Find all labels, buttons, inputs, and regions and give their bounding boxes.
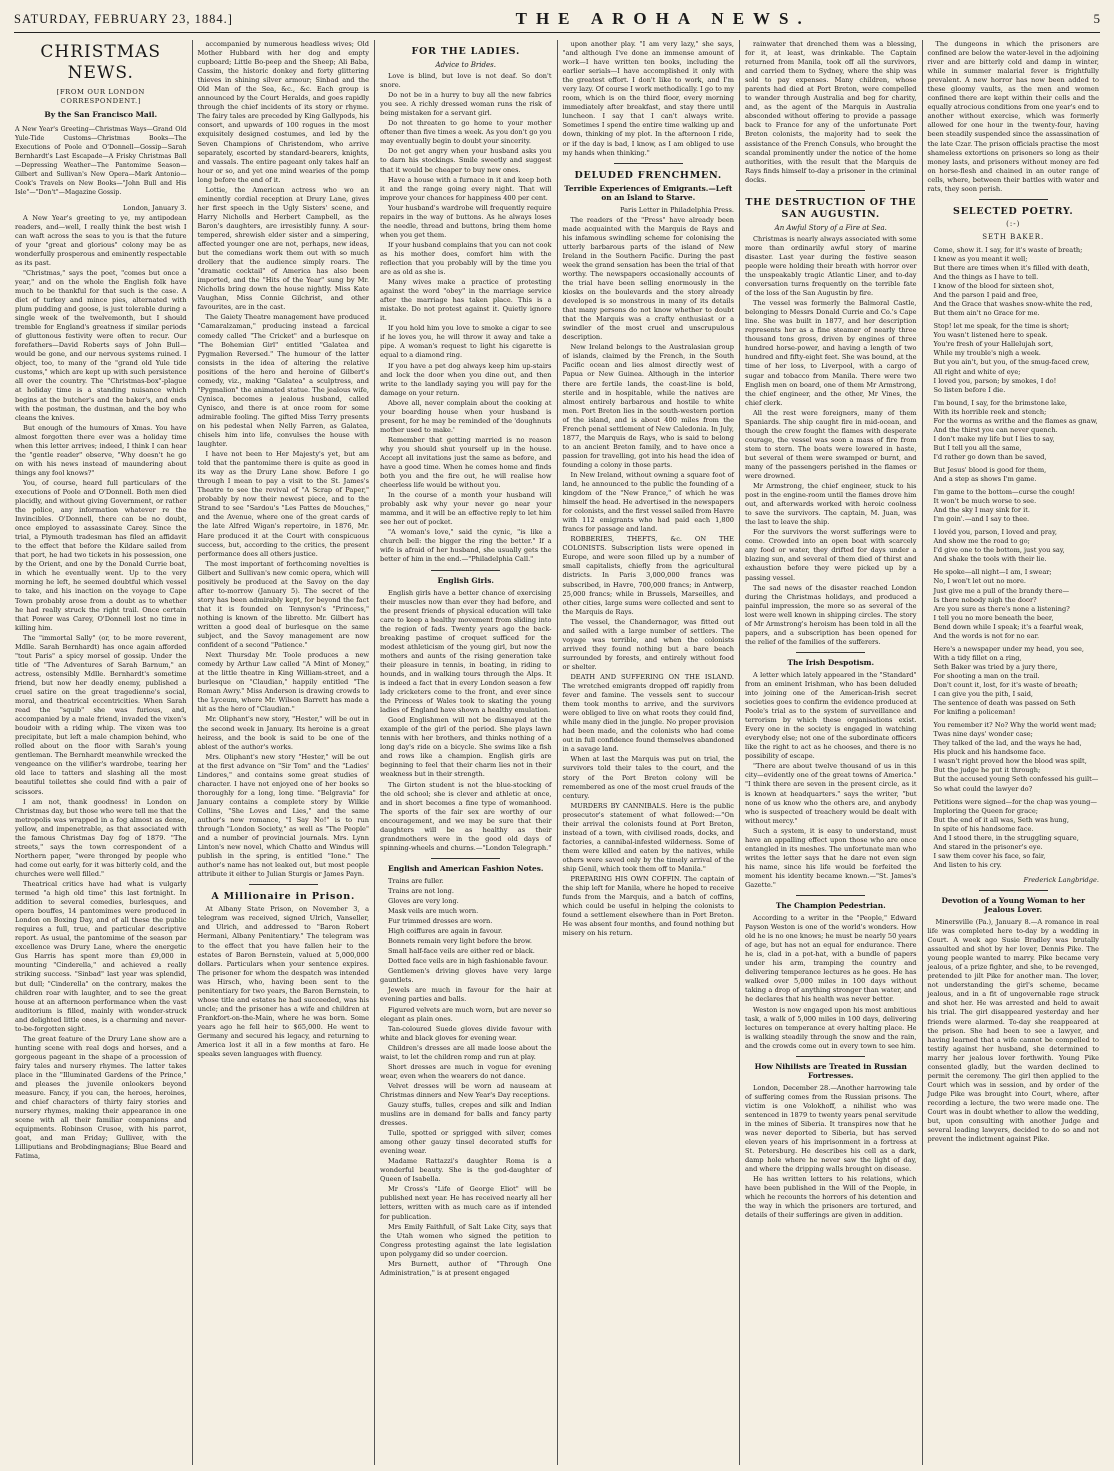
newspaper-title: THE AROHA NEWS. (515, 9, 811, 28)
poem-line: Just give me a pull of the brandy there— (933, 586, 1070, 595)
poem-line: I loved you, parson; by smokes, I do! (933, 376, 1057, 385)
poem-line: And the parson I paid and free, (933, 291, 1038, 300)
poem-line: I'm bound, I say, for the brimstone lake, (933, 398, 1067, 407)
fashion-note: Figured velvets are much worn, but are never so elegant as plain ones. (380, 1005, 552, 1023)
poem-line: But I tell you all the same, (933, 443, 1022, 452)
poem-line: And stared in the prisoner's eye. (933, 842, 1043, 851)
paragraph: Lottie, the American actress who wo an eminently cordial reception at Drury Lane, gives her first speech in the Ugly Sisters' scene, and Harry Nicholls and Herbert Campbell, as the Baron's daughters, are irresistibly funny. A sour-tempered, shrewish elder sister and a simpering, affected younger one are not, perhaps, new ideas, but the comedians work them out with so much drollery that the audience simply roars. The "dramatic cocktail" of America has also been imported, and the "Hits of the Year" sung by Mr. Nicholls bring down the house nightly. Miss Kate Vaughan, Miss Connie Gilchrist, and other favourites, are in the cast. (197, 185, 369, 312)
poem-line: I lovéd you, parson, I loved and pray, (933, 528, 1057, 537)
mail-byline: By the San Francisco Mail. (44, 110, 158, 120)
paragraph: Your husband's wardrobe will frequently require repairs in the way of buttons. As he always loses the needle, thread and buttons, bring them home when you get them. (380, 203, 552, 239)
paragraph: Such a system, it is easy to understand, must have an appalling effect upon those who are once entangled in its meshes. The unfortunate man who writes the letter says that he dare not even sign his name, since his life would be forfeited the moment his identity became known.—"St. James's Gazette." (745, 826, 917, 889)
fashion-note: Tulle, spotted or sprigged with silver, comes among other gauzy tinsel decorated stuffs for evening wear. (380, 1129, 552, 1156)
paragraph: Do not get angry when your husband asks you to darn his stockings. Smile sweetly and suggest that it would be cheaper to buy new ones. (380, 147, 552, 174)
paragraph: Theatrical critics have had what is vulgarly termed "a high old time" this last fortnight. In addition to several comedies, burlesques, and opera bouffes, 14 pantomimes were produced in London on Boxing Day, and of all these the public requires a full, true, and particular descriptive report. As usual, the pantomime of the season par excellence was Drury Lane, where the energetic Gus Harris has spent more than £9,000 in mounting "Cinderella," and achieved a really striking success. "Sinbad" last year was splendid, but dull; "Cinderella" on the contrary, makes the children roar with laughter, and to see the great house at an afternoon performance when the vast auditorium is filled, mainly with wonder-struck and delighted little ones, is a charming and never-to-be-forgotten sight. (15, 879, 187, 1033)
poem-line: Petitions were signed—for the chap was young— (933, 797, 1097, 806)
paragraph: The readers of the "Press" have already been made acquainted with the Marquis de Rays and his infamous swindling scheme for colonising the utterly barbarous parts of the island of New Ireland in the Southern Pacific. During the past week the grand sensation has been the trial of that worthy. The newspapers occasionally accounts of the trial have been selling enormously in the kiosks on the boulevards and the story already developed is so monstrous in many of its details that many persons do not know whether to doubt that the Marquis was a crafty enthusiast or a swindler of the most cruel and unscrupulous description. (562, 215, 734, 342)
paragraph: Do not threaten to go home to your mother oftener than five times a week. As you don't go you may eventually begin to doubt your sincerity. (380, 119, 552, 146)
devotion-heading: Devotion of a Young Woman to her Jealous Lover. (941, 895, 1086, 914)
column-4 (558, 40, 741, 1465)
poem-line: He spoke—all night—I am, I swear; (933, 568, 1052, 577)
paragraph: The most important of forthcoming novelties is Gilbert and Sullivan's new comic opera, which will positively be produced at the Savoy on the day after to-morrow (January 5). The secret of the story has been admirably kept, for beyond the fact that it is founded on Tennyson's "Princess," nothing is known of the libretto. Mr. Gilbert has written a good deal of burlesque on the same subject, and the Savoy management are now confident of a second "Patience." (197, 559, 369, 650)
selected-poetry-heading: SELECTED POETRY. (953, 205, 1074, 217)
poem-line: And the things as I have to tell. (933, 273, 1039, 282)
paragraph: All the rest were foreigners, many of them Spaniards. The ship caught fire in mid-ocean, and though the crew fought the flames with desperate courage, the vessel was soon a mass of fire from stem to stern. The boats were lowered in haste, but several of them were swamped or burnt, and many of the passengers perished in the flames or were drowned. (745, 408, 917, 481)
poem-line: In spite of his handsome face. (933, 824, 1034, 833)
poem-line: But the accused young Seth confessed his guilt— (933, 775, 1099, 784)
poem-line: Come, show it. I say, for it's waste of breath; (933, 245, 1083, 254)
section-divider (796, 190, 865, 191)
paragraph: Remember that getting married is no reason why you should shut yourself up in the house. Accept all invitations just the same as before, and have a good time. When he comes home and finds both you and the fire out, he will realise how cheerless life would be without you. (380, 435, 552, 490)
correspondent-line: [FROM OUR LONDON CORRESPONDENT.] (56, 88, 145, 106)
san-augustin-subheading: An Awful Story of a Fire at Sea. (774, 223, 887, 232)
fashion-note: Dotted face veils are in high fashionable favour. (388, 957, 549, 966)
paragraph: Do not be in a hurry to buy all the new fabrics you see. A richly dressed woman runs the risk of being mistaken for a servant girl. (380, 91, 552, 118)
paragraph: Many wives make a practice of protesting against the word "obey" in the marriage service after the marriage has taken place. This is a mistake. Do not protest against it. Quietly ignore it. (380, 278, 552, 323)
newspaper-columns (10, 40, 1104, 1465)
paragraph: If your husband complains that you can not cook as his mother does, comfort him with the reflection that you probably will by the time you are as old as she is. (380, 240, 552, 277)
millionaire-heading: A Millionaire in Prison. (211, 891, 356, 903)
poem-line: But you ain't, but you, of the smug-faced crew, (933, 358, 1090, 367)
paragraph: Above all, never complain about the cooking at your boarding house when your husband is present, for he may be reminded of the 'doughnuts mother used to make.' (380, 398, 552, 434)
paragraph: London, December 28.—Another harrowing tale of suffering comes from the Russian prisons. The victim is one Volokhoff, a nihilist who was sentenced in 1879 to twenty years penal servitude in the mines of Siberia. It transpires now that he was never deported to Siberia, but has served eleven years of his imprisonment in a fortress at St. Petersburg. He describes his cell as a dark, damp hole where he never saw the light of day, and where the dripping walls brought on disease. (745, 1083, 917, 1174)
paragraph: When at last the Marquis was put on trial, the survivors told their tales to the court, and the story of the Port Breton colony will be remembered as one of the most cruel frauds of the century. (562, 755, 734, 800)
fashion-note: Trains are fuller. (388, 876, 444, 885)
poem-line: I knew as you meant it well; (933, 254, 1028, 263)
poem-line: I can give you the pith, I said, (933, 690, 1034, 699)
paragraph: A New Year's greeting to ye, my antipodean readers, and—well, I really think the best wish I can waft across the seas to you is that the future of your "great and glorious" colony may be as wonderfully prosperous and eminently respectable as its past. (15, 213, 187, 267)
paragraph: If you hold him you love to smoke a cigar to see if he loves you, he will throw it away and take a pipe. A woman's request to light his cigarette is equal to a diamond ring. (380, 324, 552, 360)
poem-line: And the Grace that washes snow-white the red, (933, 300, 1093, 309)
paragraph: Love is blind, but love is not deaf. So don't snore. (380, 72, 552, 90)
section-divider (614, 163, 683, 164)
poem-line: Twas nine days' wonder case; (933, 730, 1033, 739)
advice-subheading: Advice to Brides. (435, 61, 496, 69)
fashion-note: Velvet dresses will be worn ad nauseam at Christmas dinners and New Year's Day receptions. (380, 1081, 552, 1099)
paragraph: The great feature of the Drury Lane show are a hunting scene with real dogs and horses, and a gorgeous pageant in the shape of a procession of fairy tales and nursery rhymes. The latter takes place in the "Illuminated Gardens of the Prince," and pleases the juvenile onlookers beyond measure. Fancy, if you can, the heroes, heroines, and chief characters of thirty fairy stories and nursery rhymes, making their appearance in one scene with all their familiar companions and equipments. Robinson Crusoe, with his parrot, goat, and man Friday; Gulliver, with the Lilliputians and Brobdingnagians; Blue Beard and Fatima, (15, 1034, 187, 1161)
poem-signature: Frederick Langbridge. (1023, 875, 1099, 884)
paragraph: But enough of the humours of Xmas. You have almost forgotten there ever was a holiday time when this letter arrives; indeed, I think I can hear the "gentle reader" observe, "Why doesn't he go on with his news instead of maundering about things any fool knows?" (15, 423, 187, 477)
christmas-news-heading: CHRISTMAS NEWS. (40, 42, 162, 83)
article-summary: A New Year's Greeting—Christmas Ways—Grand Old Yule-Tide Customs—Christmas Books—The Executions of Poole and O'Donnell—Gossip—Sarah Bernhardt's Last Escapade—A Frisky Christmas Ball—Depressing Weather—The Pantomime Season—Gilbert and Sullivan's New Opera—Mark Antonio—Cook's Travels on New Books—"John Bull and His Isle"—"Don't"—Magazine Gossip. (15, 126, 187, 197)
poem-line: Imploring the Queen for grace; (933, 806, 1038, 815)
section-divider (431, 858, 500, 859)
poem-line: So what could the lawyer do? (933, 784, 1033, 793)
dateline: London, January 3. (123, 203, 187, 212)
paragraph: You, of course, heard full particulars of the executions of Poole and O'Donnell. Both men died placidly, and without giving Government, or rather the police, any information whatever re the Invincibles. O'Donnell, there can be no doubt, once employed to assassinate Carey. Since the trial, a Plymouth tradesman has filed an affidavit to the effect that before the Kildare sailed from that port, he had two tickets in his possession, one by the Orient, and one by the Donald Currie boat, in which he eventually went. Up to the very morning he left, he seemed doubtful which vessel to take, and his inaction on the voyage to Cape Town probably arose from a doubt as to whether he had really struck the right trail. Once certain that Power was Carey, O'Donnell lost no time in killing him. (15, 478, 187, 632)
paragraph: "Christmas," says the poet, "comes but once a year," and on the whole the English folk have much to be thankful for that such is the case. A diet of turkey and mince pies, alternated with plum pudding and goose, is just tolerable during a single week of the twelvemonth, but I should tremble for England's greatness if similar periods of gluttonous festivity were often to recur. Our forefathers—David Roberts says of John Bull—would be gone, and our nervous systems ruined. I object, too, to many of the "grand old Yule tide customs," which are kept up with such persistence all over the country. The "Christmas-box"-plague at holiday time is a standing nuisance which begins at the butcher's and the baker's, and ends with the postman, the dustman, and the boy who cleans the knives. (15, 268, 187, 422)
issue-date: SATURDAY, FEBRUARY 23, 1884.] (14, 11, 233, 26)
fashion-notes-heading: English and American Fashion Notes. (388, 863, 544, 873)
page-number: 5 (1093, 11, 1100, 26)
fashion-note: Fur trimmed dresses are worn. (388, 917, 493, 926)
poem-line: But the end of it all was, Seth was hung, (933, 815, 1069, 824)
paragraph: rainwater that drenched them was a blessing, for it, at least, was drinkable. The Captain returned from Manila, took off all the survivors, and carried them to Sydney, where the ship was sold to pay expenses. Many children, whose parents had died at Port Breton, were compelled to wander through Australia and beg for charity, and, as the agent of the Marquis in Australia absconded without offering to provide a passage back to France for any of the unfortunate Port Breton colonists, the majority had to seek the assistance of the French Consuls, who brought the scandal prominently under the notice of the home authorities, with the result that the Marquis de Rays finds himself to-day a prisoner in the criminal docks. (745, 40, 917, 184)
poem-line: You wasn't listened here to speak. (933, 331, 1048, 340)
poem-line: I'm game to the bottom—curse the cough! (933, 488, 1075, 497)
paragraph: He has written letters to his relations, which have been published in the Will of the People, in which he recounts the horrors of his detention and the way in which the prisoners are tortured, and details of their sufferings are given in addition. (745, 1175, 917, 1220)
poem-line: I don't make my life but I lies to say, (933, 434, 1055, 443)
poem-line: But there are times when it's filled with death, (933, 263, 1090, 272)
paragraph: Next Thursday Mr. Toole produces a new comedy by Arthur Law called "A Mint of Money," at the little theatre in King William-street, and a burlesque on "Claudian," happily entitled "The Roman Awry." Miss Anderson is drawing crowds to the Lyceum, where Mr. Wilson Barrett has made a hit as the hero of "Claudian." (197, 651, 369, 714)
paragraph: The vessel, the Chandernagor, was fitted out and sailed with a large number of settlers. The voyage was terrible, and when the colonists arrived they found nothing but a bare beach surrounded by forests, and entirely without food or shelter. (562, 617, 734, 671)
poem-line: All right and white of eye; (933, 367, 1021, 376)
poem-line: His pluck and his handsome face. (933, 748, 1046, 757)
english-girls-heading: English Girls. (437, 575, 494, 585)
poem-line: The sentence of death was passed on Seth (933, 699, 1076, 708)
paragraph: Have a house with a furnace in it and keep both it and the range going every night. That will improve your chances for happiness 400 per cent. (380, 175, 552, 202)
fashion-note: Bonnets remain very light before the brow. (388, 937, 532, 946)
poem-line: Is there nobody nigh the door? (933, 595, 1037, 604)
fashion-note: Mask veils are much worn. (388, 907, 479, 916)
poem-line: While my trouble's nigh a week. (933, 349, 1041, 358)
san-augustin-heading: THE DESTRUCTION OF THE SAN AUGUSTIN. (745, 196, 917, 220)
column-1 (10, 40, 193, 1465)
poem-line: It won't be much worse to see. (933, 497, 1037, 506)
paragraph: ROBBERIES, THEFTS, &c. ON THE COLONISTS. Subscription lists were opened in Europe, and were soon filled up by a number of small capitalists, chiefly from the agricultural districts. In Paris 3,000,000 francs was subscribed, in Havre, 700,000 francs; in Antwerp, 25,000 francs; while in Brussels, Marseilles, and other cities, large sums were collected and sent to the Marquis de Rays. (562, 535, 734, 616)
nihilists-heading: How Nihilists are Treated in Russian Fortresses. (754, 1061, 907, 1080)
poem-line: And a step as shows I'm game. (933, 475, 1037, 484)
paragraph: English girls have a better chance of exercising their muscles now than ever they had before, and the present friends of physical education will take care to keep a healthy movement from sliding into the region of fads. Twenty years ago the back-breaking pastime of croquet sufficed for the modest athleticism of the young girl, but now the mothers and aunts of the rising generation take their pleasure in tennis, in boating, in riding to hounds, and in walking tours through the Alps. It is indeed a fact that in every London season a few lady cricketers come to the front, and ever since the Princess of Wales took to skating the young ladies of England have shown a healthy emulation. (380, 588, 552, 715)
paragraph: The vessel was formerly the Balmoral Castle, belonging to Messrs Donald Currie and Co.'s Cape line. She was built in 1877, and her description represents her as a fine steamer of nearly three thousand tons gross, driven by engines of three hundred horse-power, and having a length of two hundred and fifty-eight feet. She was bound, at the time of her loss, to Liverpool, with a cargo of sugar and tobacco from Manila. There were two English men on board, one of them Mr Armstrong, the chief engineer, and the other, Mr Vines, the chief clerk. (745, 299, 917, 407)
poem-line: But them ain't no Grace for me. (933, 309, 1040, 318)
poem-line: I wasn't right proved how the blood was spilt, (933, 757, 1087, 766)
poem-title: SETH BAKER. (982, 232, 1045, 241)
poem-line: And I stood there, in the struggling square, (933, 833, 1079, 842)
poem-line: I know of the blood for sixteen shot, (933, 282, 1055, 291)
paragraph: Good Englishmen will not be dismayed at the example of the girl of the period. She plays lawn tennis with her brothers, and thinks nothing of a long day's ride on a bicycle. She swims like a fish and rows like a champion. English girls are beginning to feel that their charm lies not in their weakness but in their strength. (380, 716, 552, 779)
poem-line: I tell you no more beneath the beer, (933, 613, 1054, 622)
paragraph: Mr. Oliphant's new story, "Hester," will be out in the second week in January. Its heroine is a great heiress, and the book is said to be one of the ablest of the author's works. (197, 715, 369, 751)
poem-line: Bend down while I speak; it's a fearful weak, (933, 622, 1084, 631)
paragraph: Minersville (Pa.), January 8.—A romance in real life was completed here to-day by a wedding in Court. A week ago Susie Bradley was brutally assaulted and shot by her lover, Dennis Pike. The young people wanted to marry. Pike became very jealous, of a prize fighter, and she, to be revenged, pretended to jilt Pike for another man. The lover, not understanding the girl's scheme, became jealous, and in a fit of ungovernable rage struck and shot her. He was arrested and held to await his trial. The girl disappeared yesterday and her friends were alarmed. To-day she reappeared at the prison. She had been to see a lawyer, and having learned that a wife cannot be compelled to testify against her husband, she determined to marry her jealous lover forthwith. Young Pike consented gladly, but the warden declined to permit the ceremony. The girl then applied to the Court which was in session, and by order of the Judge Pike was brought into Court, where, after recording a lecture, the two were made one. The Court was in doubt whether to allow the wedding, but, upon consulting with another Judge and several leading lawyers, decided to do so and not prevent the indictment against Pike. (927, 917, 1099, 1144)
paragraph: The Girton student is not the blue-stocking of the old school; she is clever and athletic at once, and in short becomes a fine type of womanhood. The sports of the fair sex are worthy of our encouragement, and we may be sure that their daughters will be as healthy as their grandmothers were in the good old days of spinning-wheels and churns.—"London Telegraph." (380, 780, 552, 852)
fashion-note: Madame Rattazzi's daughter Roma is a wonderful beauty. She is the god-daughter of Queen of Isabella. (380, 1157, 552, 1184)
poem-line: For the worms as writhe and the flames as gnaw, (933, 416, 1098, 425)
paragraph: DEATH AND SUFFERING ON THE ISLAND. The wretched emigrants dropped off rapidly from fever and famine. The vessels sent to succour them took months to arrive, and the survivors were obliged to live on what roots they could find, while many died in the jungle. No proper provision had been made, and the colonists who had come out in full confidence found themselves abandoned in a savage land. (562, 673, 734, 754)
section-divider (796, 1056, 865, 1057)
poem-line: For knifing a policeman! (933, 708, 1016, 717)
paragraph: Mrs. Oliphant's new story "Hester," will be out at the first advance on "Sir Tom" and the "Ladies' Lindores," and contains some great studies of character. I have not enjoyed one of her books so thoroughly for a long, long time. "Belgravia" for January contains a complete story by Wilkie Collins, "She Loves and Lies," and the same author's new romance, "I Say No!" is to run through "London Society," as well as "The People" and a number of provincial journals. Mrs. Lynn Linton's new novel, which Chatto and Windus will publish in the spring, is entitled "Ione." The author's name has not leaked out, but most people attribute it either to Julian Sturgis or James Payn. (197, 752, 369, 879)
fashion-note: Small half-face veils are either red or black. (388, 947, 535, 956)
stanza-gap (928, 870, 1100, 874)
poem-line: With a tidy fillet on a ring, (933, 653, 1022, 662)
poem-line: So listen before I die. (933, 385, 1006, 394)
paragraph: "A woman's love," said the cynic, "is like a church bell: the bigger the ring the better." If a wife is afraid of her husband, she usually gets the better of him in the end.—"Philadelphia Call." (380, 528, 552, 564)
poem-line: No, I won't let out no more. (933, 577, 1026, 586)
fashion-note: Children's dresses are all made loose about the waist, to let the children romp and run at play. (380, 1043, 552, 1061)
masthead (14, 6, 1100, 33)
poem-line: And the sky I may sink for it. (933, 506, 1030, 515)
poem-line: And listen to his cry. (933, 860, 1002, 869)
paragraph: I am not, thank goodness! in London on Christmas day, but those who were tell me that the metropolis was wrapped in a fog almost as dense, yellow, and impenetrable, as that associated with the famous Christmas Day fog of 1879. "The streets," says the town correspondent of a Northern paper, "were thronged by people who had come out early, for it was bitterly cold, and the churches were well filled." (15, 797, 187, 878)
fashion-note: Jewels are much in favour for the hair at evening parties and balls. (380, 986, 552, 1004)
paragraph: accompanied by numerous headless wives; Old Mother Hubbard with her dog and empty cupboard; Little Bo-peep and the Sheep; Ali Baba, Cassim, the historic donkey and forty glittering thieves in shining silver armour; Sinbad and the Old Man of the Sea, &c., &c. Each group is announced by the Court Heralds, and goes rapidly through the chief incidents of its story or rhyme. The fairy tales are preceded by King Gallypods, his consort, and upwards of 100 rogues in the most exquisitely designed costumes, and led by the Seven Champions of Christendom, who arrive separately, escorted by standard-bearers, knights, and vassals. The entire pageant only takes half an hour or so, and yet one mind wearies of the pomp long before the end of it. (197, 40, 369, 184)
fashion-note: Tan-coloured Suede gloves divide favour with white and black gloves for evening wear. (380, 1024, 552, 1042)
paragraph: PREPARING HIS OWN COFFIN. The captain of the ship left for Manila, where he hoped to receive funds from the Marquis, and a batch of coffins, which could be useful in helping the colonists to found a settlement elsewhere than in Port Breton. He was absent four months, and found nothing but misery on his return. (562, 875, 734, 938)
poem-line: And shake the tools with their lie. (933, 555, 1047, 564)
section-divider (979, 890, 1048, 891)
poem-line: But Jesus' blood is good for them, (933, 465, 1047, 474)
section-divider (796, 895, 865, 896)
fashion-note: Trains are not long. (388, 886, 455, 895)
paragraph: Mr Armstrong, the chief engineer, stuck to his post in the engine-room until the flames drove him out, and afterwards worked with heroic coolness to save the survivors. The captain, M. Juan, was the last to leave the ship. (745, 482, 917, 527)
poem-line: Here's a newspaper under my head, you see, (933, 644, 1084, 653)
column-5 (740, 40, 923, 1465)
poem-line: But the judge he put it through; (933, 766, 1041, 775)
paragraph: "There are about twelve thousand of us in this city—evidently one of the great towns of America." "I think there are seven in the present circle, as it is known at headquarters." says the writer, "but none of us know who the others are, and anybody who is suspected of treachery would be dealt with without mercy." (745, 762, 917, 825)
poem-line: And the thirst you can never quench. (933, 425, 1058, 434)
paris-letter-dateline: Paris Letter in Philadelphia Press. (619, 205, 734, 214)
column-6 (923, 40, 1105, 1465)
paragraph: For the survivors the worst sufferings were to come. Crowded into an open boat with scarcely any food or water, they drifted for days under a blazing sun, and several of them died of thirst and exhaustion before they were picked up by a passing vessel. (745, 528, 917, 582)
poem-line: They talked of the lad, and the ways he had, (933, 739, 1082, 748)
champion-pedestrian-heading: The Champion Pedestrian. (775, 901, 886, 911)
paragraph: In the course of a month your husband will probably ask why your never go near your mamma, and it will be an effective reply to let him see her out of pocket. (380, 491, 552, 527)
paragraph: In New Ireland, without owning a square foot of land, he announced to the public the founding of a kingdom of the "New France," of which he was himself the head. He advertised in the newspapers for colonists, and the first vessel sailed from Havre with 112 emigrants who had paid each 1,800 francs for passage and land. (562, 470, 734, 534)
fashion-note: Mrs Emily Faithfull, of Salt Lake City, says that the Utah women who signed the petition to Congress protesting against the late legislation upon polygamy did so under coercion. (380, 1222, 552, 1258)
fashion-note: Gloves are very long. (388, 896, 459, 905)
paragraph: Weston is now engaged upon his most ambitious task, a walk of 5,000 miles in 100 days, delivering lectures on temperance at every halting place. He is walking steadily through the snow and the rain, and the crowds come out in every town to see him. (745, 1005, 917, 1050)
fashion-note: Mrs Burnett, author of "Through One Administration," is at present engaged (380, 1259, 552, 1277)
for-the-ladies-heading: FOR THE LADIES. (411, 46, 521, 57)
poem-line: With its horrible reek and stench; (933, 407, 1047, 416)
poem-line: I'm goin'.—and I say to thee. (933, 515, 1030, 524)
poem-line: I'd rather go down than be saved, (933, 452, 1047, 461)
column-2 (193, 40, 376, 1465)
poem-body (928, 246, 1100, 874)
paragraph: A letter which lately appeared in the "Standard" from an eminent Irishman, who has been deluded into joining one of the American-Irish secret societies goes to confirm the evidence produced at Poole's trial as to the system of surveillance and terrorism by which these organisations exist. Every one in the society is engaged in watching everybody else; not one of the subordinate officers like the right to act as he chooses, and there is no possibility of escape. (745, 670, 917, 761)
section-divider (249, 884, 318, 885)
paragraph: MURDERS BY CANNIBALS. Here is the public prosecutor's statement of what followed:—"On their arrival the colonists found at Port Breton, instead of a town, with civilised roads, docks, and factories, a cannibal-infested wilderness. Some of them were killed and eaten by the natives, while others were saved only by the timely arrival of the ship Genil, which took them off to Manila." (562, 801, 734, 873)
poem-line: I'd give one to the bottom, just you say, (933, 546, 1065, 555)
section-divider (796, 652, 865, 653)
fashion-note: High coiffures are again in favour. (388, 927, 503, 936)
paragraph: The sad news of the disaster reached London during the Christmas holidays, and produced a painful impression, the more so as several of the lost were well known in shipping circles. The story of Mr Armstrong's heroism has been told in all the papers, and a subscription has been opened for the relief of the families of the sufferers. (745, 583, 917, 646)
fashion-note: Mr Cross's "Life of George Eliot" will be published next year. He has received nearly all her letters, written with as much care as if intended for publication. (380, 1185, 552, 1221)
paragraph: At Albany State Prison, on November 3, a telegram was received, signed Ulrich, Vanseller, and Ulrich, and addressed to "Baron Robert Hermani, Albany Penitentiary." The telegram was to the effect that you have fallen heir to the estates of Baron Bernstein, valued at 5,000,000 dollars. Particulars when your sentence expires. The prisoner for whom the despatch was intended was Hirsch, who, having been sent to the penitentiary for two years, the Baron Bernstein, to whose title and estates he had succeeded, was his uncle; and the prisoner has a wife and children at Frankfort-on-the-Main, where he was born. Some years ago he fell heir to $65,000. He went to Germany and secured his legacy, and returning to America lost it all in a few months at faro. He speaks seven languages with fluency. (197, 905, 369, 1059)
paragraph: If you have a pet dog always keep him up-stairs and lock the door when you dine out, and then write to the landlady saying you will pay for the damage on your return. (380, 361, 552, 397)
poem-line: I saw them cover his face, so fair, (933, 851, 1046, 860)
section-divider (979, 199, 1048, 200)
irish-despotism-heading: The Irish Despotism. (787, 657, 875, 667)
deluded-frenchmen-heading: DELUDED FRENCHMEN. (574, 169, 723, 181)
poem-line: You remember it? No? Why the world went mad; (933, 721, 1097, 730)
poem-line: Are you sure as there's none a listening? (933, 604, 1070, 613)
deluded-frenchmen-subheading: Terrible Experiences of Emigrants.—Left on an Island to Starve. (564, 183, 733, 202)
fashion-note: Gentlemen's driving gloves have very large gauntlets. (380, 967, 552, 985)
poem-line: Don't count it, lost, for it's waste of breath; (933, 681, 1078, 689)
fashion-note: Gauzy stuffs, tulles, crepes and silk and Indian muslins are in demand for balls and fancy party dresses. (380, 1100, 552, 1128)
poem-line: Stop! let me speak, for the time is short; (933, 322, 1070, 331)
poem-line: You're fresh of your Hallelujah sort, (933, 340, 1054, 349)
poem-line: And the words is not for no ear. (933, 631, 1040, 640)
paragraph: Christmas is nearly always associated with some more than ordinarily awful story of marine disaster. Last year during the festive season people were holding their breath with horror over the unspeakably tragic Atlantic Liner, and to-day conversation turns frequently on the terrible fate of the loss of the San Augustin by fire. (745, 234, 917, 298)
poem-ornament: (:-) (1006, 219, 1021, 228)
poem-line: And show me the road to go; (933, 537, 1030, 546)
section-divider (431, 570, 500, 571)
column-3 (375, 40, 558, 1465)
paragraph: The "immortal Sally" (or, to be more reverent, Mdlle. Sarah Bernhardt) has once again afforded "tout Paris" a spicy morsel of gossip. Under the title of "The Adventures of Sarah Barnum," an actress, ostensibly Mdlle. Bernhardt's sometime friend, but now her deadly enemy, published a cruel satire on the great tragedienne's social, moral, and theatrical eccentricities. When Sarah read the "squib" she was furious, and, accompanied by a male friend, invaded the vixen's boudoir with a riding whip. The vixen was too precipitate, but left a male champion behind, who rolled about on the floor with Sarah's young gentleman. The Bernhardt meanwhile wrecked the vengeance on the vilifier's wardrobe, tearing her old lace to tatters and slashing all the most beautiful toilettes she could find with a pair of scissors. (15, 633, 187, 796)
paragraph: According to a writer in the "People," Edward Payson Weston is one of the world's wonders. How old he is no one knows; he must be nearly 50 years of age, but has not an equal for endurance. There he is, clad in a pot-hat, with a bundle of papers under his arm, tramping the country and delivering temperance lectures as he goes. He has walked over 5,000 miles in 100 days without taking a drop of anything stronger than water, and he declares that his health was never better. (745, 914, 917, 1004)
fashion-note: Short dresses are much in vogue for evening wear, even when the wearers do not dance. (380, 1062, 552, 1080)
paragraph: The Gaiety Theatre management have produced "Camaralzaman," producing instead a farcical comedy called "The Cricket" and a burlesque on "The Bohemian Girl" entitled "Galatea and Pygmalion Reversed." The humour of the latter consists in the idea of altering the relative positions of the hero and heroine of Gilbert's comedy, viz., making "Galatea" a sculptress, and "Pygmalion" the animated statue. The jealous wife, Cynisca, becomes a jealous husband, called Cynisco, and there is at once room for some admirable fooling. The gifted Miss Terry presents on his pedestal when Nelly Farren, as Galatea, chisels him into life, convulses the house with laughter. (197, 313, 369, 449)
poem-line: For shooting a man on the trail. (933, 671, 1040, 680)
paragraph: I have not been to Her Majesty's yet, but am told that the pantomime there is quite as good in its way as the Drury Lane show. Before I go through I mean to pay a visit to the St. James's Theatre to see the revival of "A Scrap of Paper," probably by now their newest piece, and to the Strand to see "Sardou's "Les Pattes de Mouches," and the Avenue, where one of the great cards of the late Alfred Wigan's repertoire, in 1876, Mr. Hare produced it at the Court with conspicuous success, but, according to the critics, the present performance does all others justice. (197, 450, 369, 558)
paragraph: The dungeons in which the prisoners are confined are below the water-level in the adjoining river and are bitterly cold and damp in winter, while in summer malarial fever is frightfully prevalent. A new horror has now been added to these gloomy vaults, as the men and women confined there are kept within their cells and the equally atrocious conditions from one year's end to another without exercise, which was formerly allowed for one hour in the twenty-four, having been steadily suspended since the assassination of the late Czar. The prison officials practise the most shameless extortions on prisoners so long as their money lasts, and prisoners without money are fed on horse-flesh and chained in an outer range of cells, where, between their battles with water and rats, they soon perish. (927, 40, 1099, 193)
paragraph: New Ireland belongs to the Australasian group of islands, claimed by the French, in the South Pacific ocean and lies almost directly west of Papua or New Guinea. Although in the interior there are fertile lands, the coast-line is bold, sterile and in hospitable, while the natives are almost entirely barbarous and hostile to white men. Port Breton lies in the south-western portion of the island, and is about 400 miles from the French penal settlement of New Caledonia. In July, 1877, the Marquis de Rays, who is said to belong to an ancient Breton family, and to have once a passion for travelling, got into his head the idea of founding a colony in those parts. (562, 343, 734, 469)
poem-line: Seth Baker was tried by a jury there, (933, 662, 1058, 671)
paragraph: upon another play. "I am very lazy," she says, "and although I've done an immense amount of work—I have written ten books, including the earlier serials—I have accomplished it only with the greatest effort. I don't like to work, and I'm very lazy. Of course I work methodically. I go to my room, which is on the third floor, every morning immediately after breakfast, and stay there until luncheon. I say that I can't always write. Sometimes I spend the entire time walking up and down, thinking of my plot. In the afternoon I ride, or if the day is bad, I know, as I am obliged to use my hands when thinking." (562, 40, 734, 157)
